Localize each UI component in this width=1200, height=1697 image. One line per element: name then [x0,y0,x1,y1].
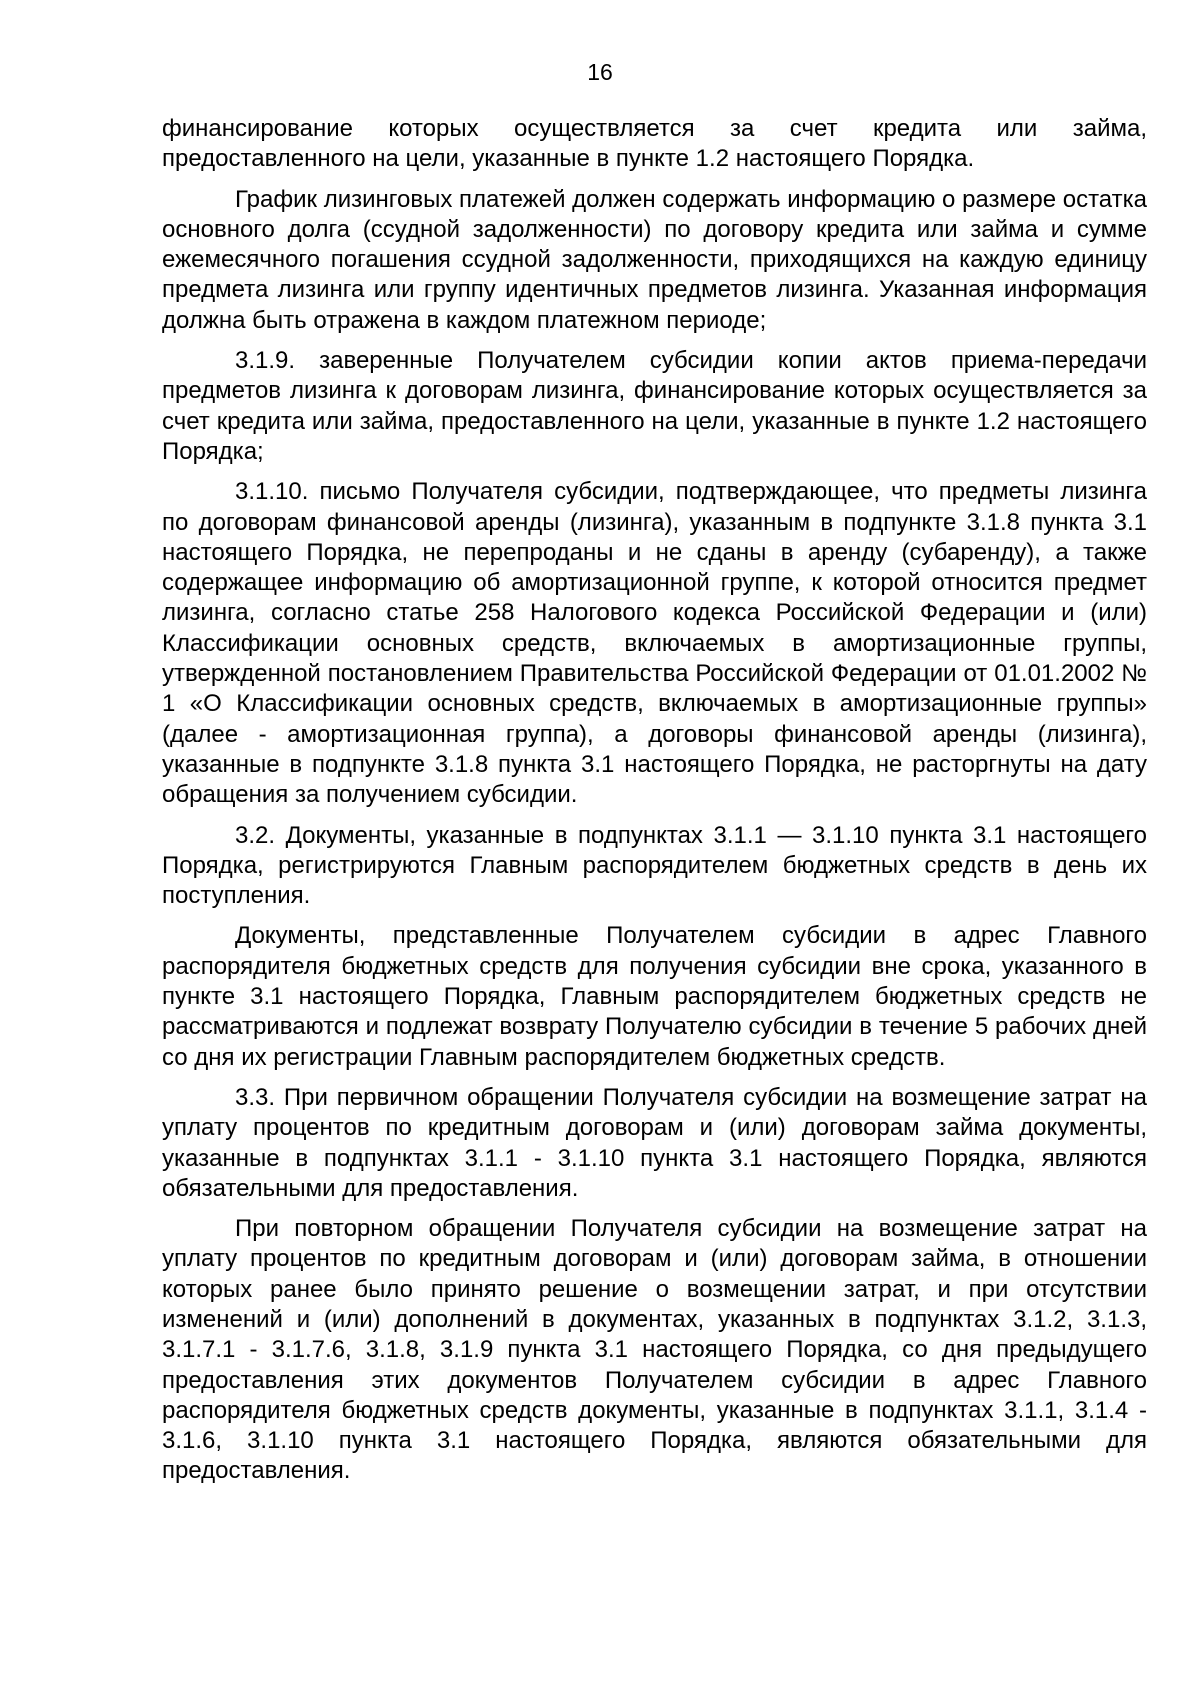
page-number: 16 [587,59,613,85]
paragraph-leasing-schedule: График лизинговых платежей должен содержать информацию о размере остатка основного долга (ссудной задолженности) по договору кредита или займа и сумме ежемесячного погашения ссудной задолженности, приходящихся на каждую единицу предмета лизинга или группу идентичных предметов лизинга. Указанная информация должна быть отражена в каждом платежном периоде; [162,185,1147,334]
paragraph-continuation: финансирование которых осуществляется за счет кредита или займа, предоставленного на цели, указанные в пункте 1.2 настоящего Порядка. [162,115,1147,173]
document-body [162,114,1147,1497]
paragraph-3-1-9: 3.1.9. заверенные Получателем субсидии копии актов приема-передачи предметов лизинга к договорам лизинга, финансирование которых осуществляется за счет кредита или займа, предоставленного на цели, указанные в пункте 1.2 настоящего Порядка; [162,347,1147,465]
paragraph-3-2: 3.2. Документы, указанные в подпунктах 3.1.1 — 3.1.10 пункта 3.1 настоящего Порядка, регистрируются Главным распорядителем бюджетных средств в день их поступления. [162,821,1147,910]
paragraph-3-3-repeat: При повторном обращении Получателя субсидии на возмещение затрат на уплату процентов по кредитным договорам и (или) договорам займа, в отношении которых ранее было принято решение о возмещении затрат, и при отсутствии изменений и (или) дополнений в документах, указанных в подпунктах 3.1.2, 3.1.3, 3.1.7.1 - 3.1.7.6, 3.1.8, 3.1.9 пункта 3.1 настоящего Порядка, со дня предыдущего предоставления этих документов Получателем субсидии в адрес Главного распорядителя бюджетных средств документы, указанные в подпунктах 3.1.1, 3.1.4 - 3.1.6, 3.1.10 пункта 3.1 настоящего Порядка, являются обязательными для предоставления. [162,1215,1147,1485]
paragraph-3-2-documents: Документы, представленные Получателем субсидии в адрес Главного распорядителя бюджетных средств для получения субсидии вне срока, указанного в пункте 3.1 настоящего Порядка, Главным распорядителем бюджетных средств не рассматриваются и подлежат возврату Получателю субсидии в течение 5 рабочих дней со дня их регистрации Главным распорядителем бюджетных средств. [162,922,1147,1071]
paragraph-3-3: 3.3. При первичном обращении Получателя субсидии на возмещение затрат на уплату процентов по кредитным договорам и (или) договорам займа документы, указанные в подпунктах 3.1.1 - 3.1.10 пункта 3.1 настоящего Порядка, являются обязательными для предоставления. [162,1083,1147,1202]
paragraph-3-1-10: 3.1.10. письмо Получателя субсидии, подтверждающее, что предметы лизинга по договорам финансовой аренды (лизинга), указанным в подпункте 3.1.8 пункта 3.1 настоящего Порядка, не перепроданы и не сданы в аренду (субаренду), а также содержащее информацию об амортизационной группе, к которой относится предмет лизинга, согласно статье 258 Налогового кодекса Российской Федерации и (или) Классификации основных средств, включаемых в амортизационные группы, утвержденной постановлением Правительства Российской Федерации от 01.01.2002 № 1 «О Классификации основных средств, включаемых в амортизационные группы» (далее - амортизационная группа), а договоры финансовой аренды (лизинга), указанные в подпункте 3.1.8 пункта 3.1 настоящего Порядка, не расторгнуты на дату обращения за получением субсидии. [162,478,1147,809]
